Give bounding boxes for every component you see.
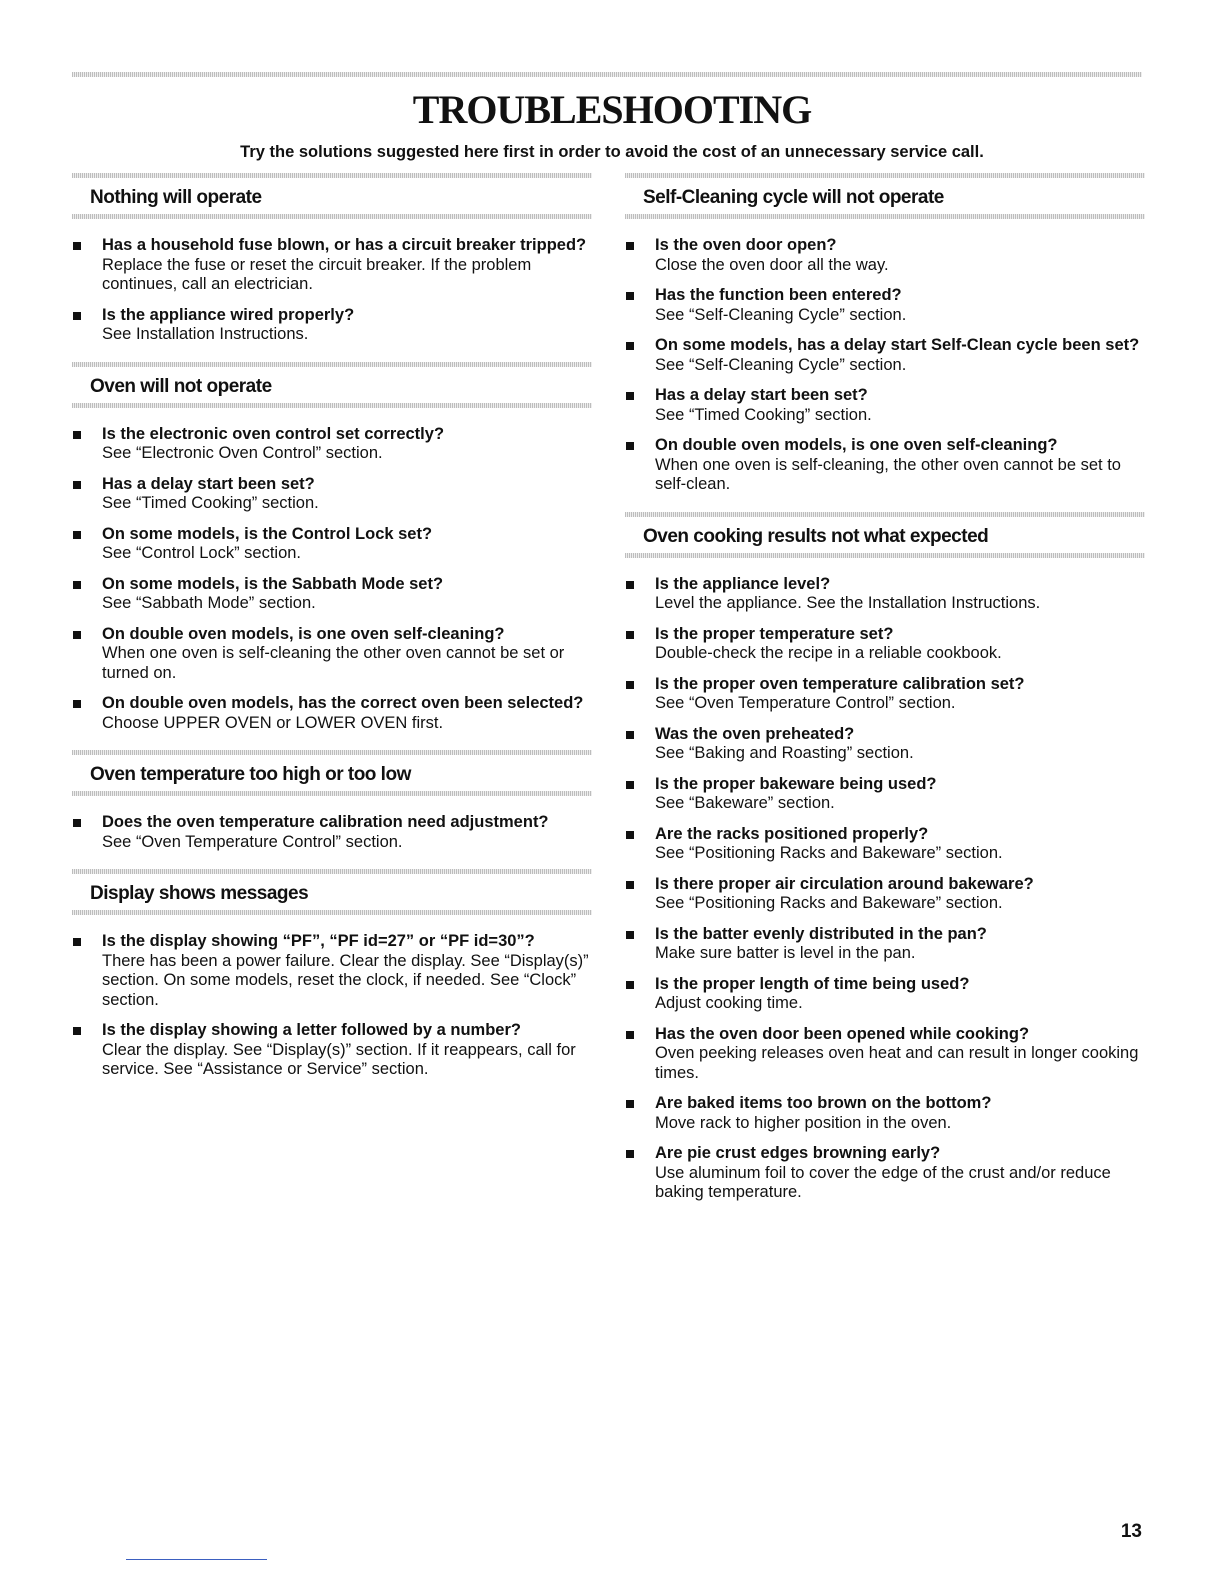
list-item — [72, 1021, 592, 1080]
square-bullet-icon — [626, 292, 634, 300]
section — [72, 362, 592, 751]
question-text: Was the oven preheated? — [655, 724, 855, 743]
answer-text: Oven peeking releases oven heat and can result in longer cooking times. — [655, 1044, 1139, 1082]
answer-text: See “Electronic Oven Control” section. — [102, 444, 383, 462]
question-text: Has a household fuse blown, or has a circuit breaker tripped? — [102, 236, 587, 254]
list-item — [625, 236, 1145, 275]
list-item — [625, 825, 1145, 864]
list-item — [625, 675, 1145, 714]
list-item — [625, 725, 1145, 764]
troubleshooting-list — [625, 558, 1145, 1220]
troubleshooting-list — [72, 915, 592, 1097]
square-bullet-icon — [626, 631, 634, 639]
question-text: On double oven models, has the correct oven been selected? — [102, 694, 584, 712]
list-item — [625, 875, 1145, 914]
answer-text: There has been a power failure. Clear the display. See “Display(s)” section. On some models, reset the clock, if needed. See “Clock” section. — [102, 951, 589, 1009]
section-heading: Self-Cleaning cycle will not operate — [643, 187, 944, 208]
answer-text: Level the appliance. See the Installation Instructions. — [655, 594, 1041, 612]
square-bullet-icon — [626, 881, 634, 889]
square-bullet-icon — [73, 631, 81, 639]
section — [72, 173, 592, 362]
list-item — [72, 694, 592, 733]
list-item — [625, 1094, 1145, 1133]
answer-text: Move rack to higher position in the oven. — [655, 1113, 952, 1132]
question-text: Has the oven door been opened while cooking? — [655, 1024, 1030, 1043]
question-text: Has a delay start been set? — [655, 386, 868, 404]
question-text: Does the oven temperature calibration need adjustment? — [102, 813, 549, 831]
list-item — [625, 625, 1145, 664]
question-text: On some models, is the Control Lock set? — [102, 524, 433, 543]
troubleshooting-list — [72, 796, 592, 869]
question-text: On double oven models, is one oven self-cleaning? — [102, 624, 505, 643]
troubleshooting-list — [72, 408, 592, 751]
answer-text: When one oven is self-cleaning the other oven cannot be set or turned on. — [102, 644, 565, 682]
answer-text: Double-check the recipe in a reliable cookbook. — [655, 644, 1002, 662]
question-text: On some models, has a delay start Self-Clean cycle been set? — [655, 336, 1140, 354]
square-bullet-icon — [73, 312, 81, 320]
question-text: Is the proper temperature set? — [655, 624, 894, 643]
answer-text: Clear the display. See “Display(s)” section. If it reappears, call for service. See “Assistance or Service” section. — [102, 1040, 576, 1078]
list-item — [72, 813, 592, 852]
bottom-link-line — [126, 1559, 267, 1560]
answer-text: See “Sabbath Mode” section. — [102, 594, 316, 612]
answer-text: See “Self-Cleaning Cycle” section. — [655, 355, 907, 374]
list-item — [625, 1025, 1145, 1084]
page-title: TROUBLESHOOTING — [412, 87, 812, 132]
question-text: Has the function been entered? — [655, 286, 902, 304]
page-number: 13 — [1120, 1521, 1142, 1542]
answer-text: See “Bakeware” section. — [655, 794, 835, 812]
square-bullet-icon — [626, 1100, 634, 1108]
square-bullet-icon — [73, 700, 81, 708]
answer-text: See “Positioning Racks and Bakeware” section. — [655, 894, 1003, 912]
list-item — [72, 525, 592, 564]
question-text: Is there proper air circulation around bakeware? — [655, 874, 1034, 893]
section — [72, 750, 592, 869]
list-item — [625, 336, 1145, 375]
section — [72, 869, 592, 1097]
section-heading: Oven cooking results not what expected — [643, 525, 989, 547]
square-bullet-icon — [626, 681, 634, 689]
answer-text: See “Control Lock” section. — [102, 544, 302, 562]
list-item — [72, 575, 592, 614]
square-bullet-icon — [73, 1027, 81, 1035]
question-text: Is the display showing a letter followed by a number? — [102, 1021, 521, 1039]
list-item — [625, 925, 1145, 964]
list-item — [72, 932, 592, 1010]
list-item — [72, 625, 592, 684]
answer-text: See “Timed Cooking” section. — [655, 405, 872, 424]
square-bullet-icon — [73, 581, 81, 589]
section-heading: Nothing will operate — [90, 187, 262, 208]
question-text: Are pie crust edges browning early? — [655, 1144, 941, 1162]
answer-text: Use aluminum foil to cover the edge of the crust and/or reduce baking temperature. — [655, 1163, 1111, 1201]
troubleshooting-list — [72, 219, 592, 362]
question-text: On double oven models, is one oven self-cleaning? — [655, 436, 1058, 454]
left-column — [72, 173, 592, 1097]
question-text: Is the batter evenly distributed in the pan? — [655, 924, 987, 943]
troubleshooting-list — [625, 219, 1145, 512]
list-item — [625, 975, 1145, 1014]
list-item — [625, 286, 1145, 325]
square-bullet-icon — [73, 481, 81, 489]
list-item — [625, 1144, 1145, 1203]
answer-text: See Installation Instructions. — [102, 325, 309, 343]
list-item — [72, 236, 592, 295]
square-bullet-icon — [626, 242, 634, 250]
answer-text: Replace the fuse or reset the circuit breaker. If the problem continues, call an electrician. — [102, 255, 532, 293]
square-bullet-icon — [626, 1150, 634, 1158]
square-bullet-icon — [626, 831, 634, 839]
list-item — [625, 436, 1145, 495]
section — [625, 173, 1145, 512]
square-bullet-icon — [626, 931, 634, 939]
question-text: Is the display showing “PF”, “PF id=27” or “PF id=30”? — [102, 932, 535, 950]
square-bullet-icon — [626, 442, 634, 450]
list-item — [72, 306, 592, 345]
question-text: Is the proper oven temperature calibration set? — [655, 674, 1025, 693]
question-text: Are the racks positioned properly? — [655, 824, 929, 843]
section-heading: Oven will not operate — [90, 375, 272, 397]
square-bullet-icon — [73, 819, 81, 827]
top-rule — [72, 72, 1142, 77]
list-item — [625, 386, 1145, 425]
answer-text: Adjust cooking time. — [655, 994, 803, 1012]
question-text: Are baked items too brown on the bottom? — [655, 1094, 992, 1112]
square-bullet-icon — [73, 242, 81, 250]
intro-text: Try the solutions suggested here first in order to avoid the cost of an unnecessary service call. — [240, 143, 984, 161]
list-item — [72, 425, 592, 464]
section-heading: Oven temperature too high or too low — [90, 764, 411, 785]
right-column — [625, 173, 1145, 1220]
answer-text: Choose UPPER OVEN or LOWER OVEN first. — [102, 713, 444, 732]
question-text: Has a delay start been set? — [102, 474, 315, 493]
square-bullet-icon — [626, 392, 634, 400]
square-bullet-icon — [73, 531, 81, 539]
question-text: Is the electronic oven control set correctly? — [102, 424, 445, 443]
question-text: Is the appliance level? — [655, 574, 831, 593]
question-text: On some models, is the Sabbath Mode set? — [102, 574, 444, 593]
answer-text: When one oven is self-cleaning, the other oven cannot be set to self-clean. — [655, 455, 1121, 493]
square-bullet-icon — [626, 342, 634, 350]
section-heading: Display shows messages — [90, 883, 309, 904]
answer-text: Close the oven door all the way. — [655, 255, 889, 274]
answer-text: Make sure batter is level in the pan. — [655, 944, 916, 962]
answer-text: See “Oven Temperature Control” section. — [102, 832, 403, 851]
square-bullet-icon — [626, 731, 634, 739]
list-item — [72, 475, 592, 514]
square-bullet-icon — [73, 938, 81, 946]
question-text: Is the oven door open? — [655, 236, 837, 254]
question-text: Is the appliance wired properly? — [102, 305, 355, 324]
answer-text: See “Oven Temperature Control” section. — [655, 694, 956, 712]
square-bullet-icon — [73, 431, 81, 439]
question-text: Is the proper bakeware being used? — [655, 774, 937, 793]
list-item — [625, 575, 1145, 614]
section — [625, 512, 1145, 1220]
square-bullet-icon — [626, 981, 634, 989]
square-bullet-icon — [626, 581, 634, 589]
square-bullet-icon — [626, 1031, 634, 1039]
question-text: Is the proper length of time being used? — [655, 974, 970, 993]
answer-text: See “Self-Cleaning Cycle” section. — [655, 305, 907, 324]
square-bullet-icon — [626, 781, 634, 789]
answer-text: See “Positioning Racks and Bakeware” section. — [655, 844, 1003, 862]
list-item — [625, 775, 1145, 814]
answer-text: See “Baking and Roasting” section. — [655, 744, 914, 762]
answer-text: See “Timed Cooking” section. — [102, 494, 319, 512]
